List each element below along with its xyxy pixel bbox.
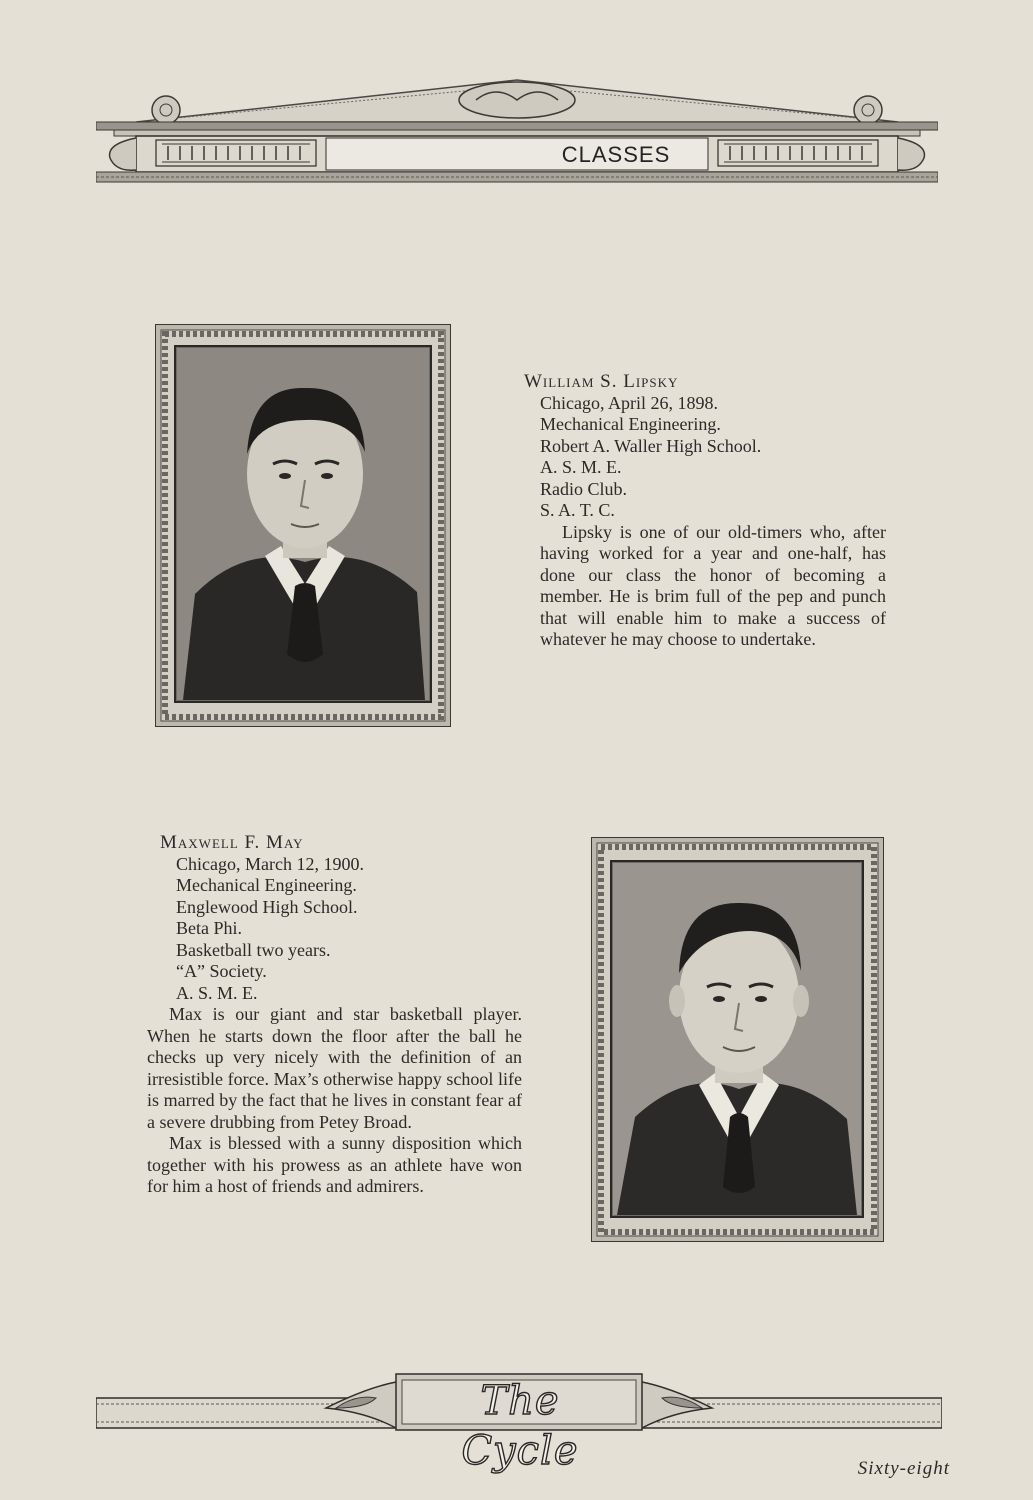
student-name: William S. Lipsky [524, 371, 679, 392]
major: Mechanical Engineering. [540, 414, 721, 434]
activity: Basketball two years. [176, 939, 331, 960]
portrait-may [591, 837, 884, 1242]
section-title: CLASSES [561, 142, 671, 167]
bio-may [147, 832, 522, 1198]
portrait-lipsky [155, 324, 451, 727]
high-school: Robert A. Waller High School. [540, 435, 762, 456]
birth-info: Chicago, April 26, 1898. [540, 392, 718, 413]
student-name: Maxwell F. May [160, 832, 304, 853]
major: Mechanical Engineering. [176, 875, 357, 895]
activity: A. S. M. E. [176, 982, 258, 1003]
birth-info: Chicago, March 12, 1900. [176, 853, 364, 874]
portrait-frame [155, 324, 451, 727]
bio-paragraph: Max is our giant and star basketball player. When he starts down the floor after the ball he checks up very nicely with the definition of an irresistible force. Max’s otherwise happy school life is marred by the fact that he lives in constant fear af a severe drubbing from Petey Broad. [147, 1004, 522, 1132]
activity: Radio Club. [540, 478, 628, 499]
activity: A. S. M. E. [540, 457, 622, 477]
high-school: Englewood High School. [176, 896, 358, 917]
footer-title: The Cycle [461, 1378, 579, 1474]
bio-paragraph: Max is blessed with a sunny disposition which together with his prowess as an athlete have won for him a host of friends and admirers. [147, 1133, 522, 1196]
page-number: Sixty-eight [857, 1458, 950, 1479]
portrait-frame [591, 837, 884, 1242]
header-banner [96, 74, 938, 186]
bio-paragraph: Lipsky is one of our old-timers who, after having worked for a year and one-half, has done our class the honor of becoming a member. He is brim full of the pep and punch that will enable him to make a success of whatever he may choose to undertake. [540, 521, 886, 649]
activity: “A” Society. [176, 961, 267, 981]
activity: S. A. T. C. [540, 500, 615, 520]
bio-lipsky [524, 371, 886, 651]
activity: Beta Phi. [176, 918, 242, 938]
